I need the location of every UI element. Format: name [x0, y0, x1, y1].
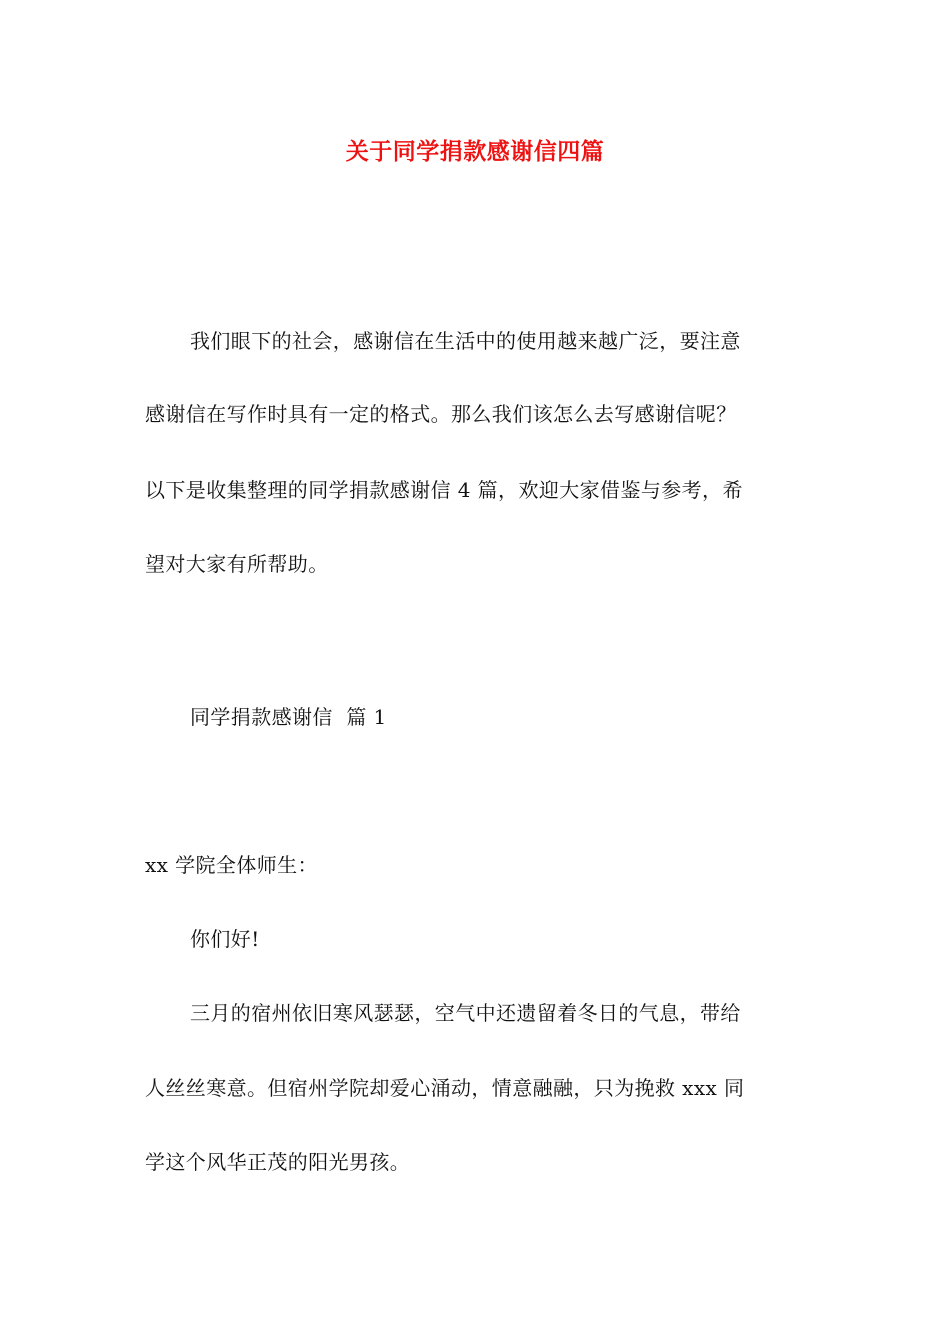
intro-line: 感谢信在写作时具有一定的格式。那么我们该怎么去写感谢信呢？ [145, 402, 737, 426]
document-title: 关于同学捐款感谢信四篇 [345, 138, 605, 165]
intro-line: 望对大家有所帮助。 [145, 552, 329, 576]
body-line: 三月的宿州依旧寒风瑟瑟，空气中还遗留着冬日的气息，带给 [190, 1001, 741, 1025]
body-line: 人丝丝寒意。但宿州学院却爱心涌动，情意融融，只为挽救 xxx 同 [145, 1076, 745, 1100]
intro-line: 以下是收集整理的同学捐款感谢信 4 篇，欢迎大家借鉴与参考，希 [145, 478, 743, 502]
section-heading: 同学捐款感谢信 篇 1 [190, 705, 387, 729]
greeting: 你们好! [190, 927, 260, 951]
salutation: xx 学院全体师生： [145, 853, 318, 877]
intro-line: 我们眼下的社会，感谢信在生活中的使用越来越广泛，要注意 [190, 329, 741, 353]
body-line: 学这个风华正茂的阳光男孩。 [145, 1150, 411, 1174]
